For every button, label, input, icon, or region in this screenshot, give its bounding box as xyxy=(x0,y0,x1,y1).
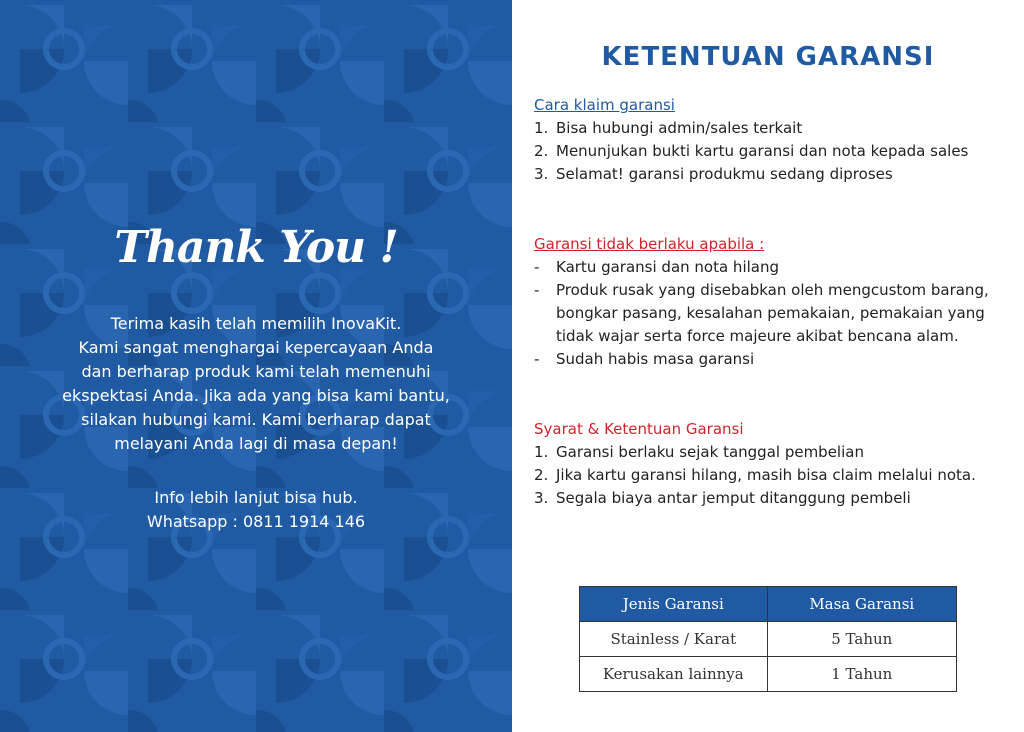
claim-heading: Cara klaim garansi xyxy=(534,96,675,114)
column-header-type: Jenis Garansi xyxy=(580,587,768,622)
list-marker: 2. xyxy=(534,142,549,160)
warranty-terms-panel xyxy=(512,0,1024,732)
message-line: dan berharap produk kami telah memenuhi xyxy=(81,362,431,381)
terms-section xyxy=(534,418,1004,510)
list-item xyxy=(534,117,1004,140)
whatsapp-line: Whatsapp : 0811 1914 146 xyxy=(146,512,366,531)
contact-info xyxy=(40,486,472,534)
list-text: Jika kartu garansi hilang, masih bisa claim melalui nota. xyxy=(556,466,976,484)
terms-list xyxy=(534,441,1004,510)
thank-you-message xyxy=(40,312,472,456)
list-item xyxy=(534,163,1004,186)
list-marker: - xyxy=(534,281,540,299)
list-marker: 1. xyxy=(534,119,549,137)
list-marker: 2. xyxy=(534,466,549,484)
table-cell: Kerusakan lainnya xyxy=(580,657,768,692)
claim-list xyxy=(534,117,1004,186)
list-marker: - xyxy=(534,350,540,368)
warranty-table xyxy=(579,586,957,692)
table-cell: 5 Tahun xyxy=(767,622,956,657)
exclusion-section xyxy=(534,233,1004,371)
message-line: silakan hubungi kami. Kami berharap dapat xyxy=(81,410,431,429)
terms-heading: Syarat & Ketentuan Garansi xyxy=(534,420,744,438)
message-line: ekspektasi Anda. Jika ada yang bisa kami bantu, xyxy=(62,386,450,405)
exclusion-heading: Garansi tidak berlaku apabila : xyxy=(534,235,765,253)
list-text: Sudah habis masa garansi xyxy=(556,350,755,368)
exclusion-list xyxy=(534,256,1004,371)
page-title: KETENTUAN GARANSI xyxy=(601,42,935,72)
message-line: melayani Anda lagi di masa depan! xyxy=(114,434,398,453)
list-text: Menunjukan bukti kartu garansi dan nota kepada sales xyxy=(556,142,969,160)
list-marker: 3. xyxy=(534,489,549,507)
list-item xyxy=(534,348,1004,371)
list-item xyxy=(534,464,1004,487)
message-line: Kami sangat menghargai kepercayaan Anda xyxy=(78,338,434,357)
list-marker: - xyxy=(534,258,540,276)
list-text: Bisa hubungi admin/sales terkait xyxy=(556,119,803,137)
table-row xyxy=(580,657,957,692)
table-header-row xyxy=(580,587,957,622)
table-cell: 1 Tahun xyxy=(767,657,956,692)
list-text: Garansi berlaku sejak tanggal pembelian xyxy=(556,443,864,461)
table-cell: Stainless / Karat xyxy=(580,622,768,657)
list-item xyxy=(534,279,1004,348)
message-line: Terima kasih telah memilih InovaKit. xyxy=(110,314,402,333)
list-item xyxy=(534,441,1004,464)
list-text: Kartu garansi dan nota hilang xyxy=(556,258,779,276)
list-item xyxy=(534,140,1004,163)
list-text: Selamat! garansi produkmu sedang diproses xyxy=(556,165,893,183)
claim-section xyxy=(534,94,1004,186)
thank-you-title: Thank You ! xyxy=(114,222,398,273)
list-item xyxy=(534,487,1004,510)
info-line: Info lebih lanjut bisa hub. xyxy=(154,488,358,507)
table-row xyxy=(580,622,957,657)
list-marker: 3. xyxy=(534,165,549,183)
list-item xyxy=(534,256,1004,279)
column-header-period: Masa Garansi xyxy=(767,587,956,622)
list-text: Produk rusak yang disebabkan oleh mengcustom barang, bongkar pasang, kesalahan pemakaian, pemakaian yang tidak wajar serta force majeure akibat bencana alam. xyxy=(556,281,989,345)
list-text: Segala biaya antar jemput ditanggung pembeli xyxy=(556,489,911,507)
list-marker: 1. xyxy=(534,443,549,461)
